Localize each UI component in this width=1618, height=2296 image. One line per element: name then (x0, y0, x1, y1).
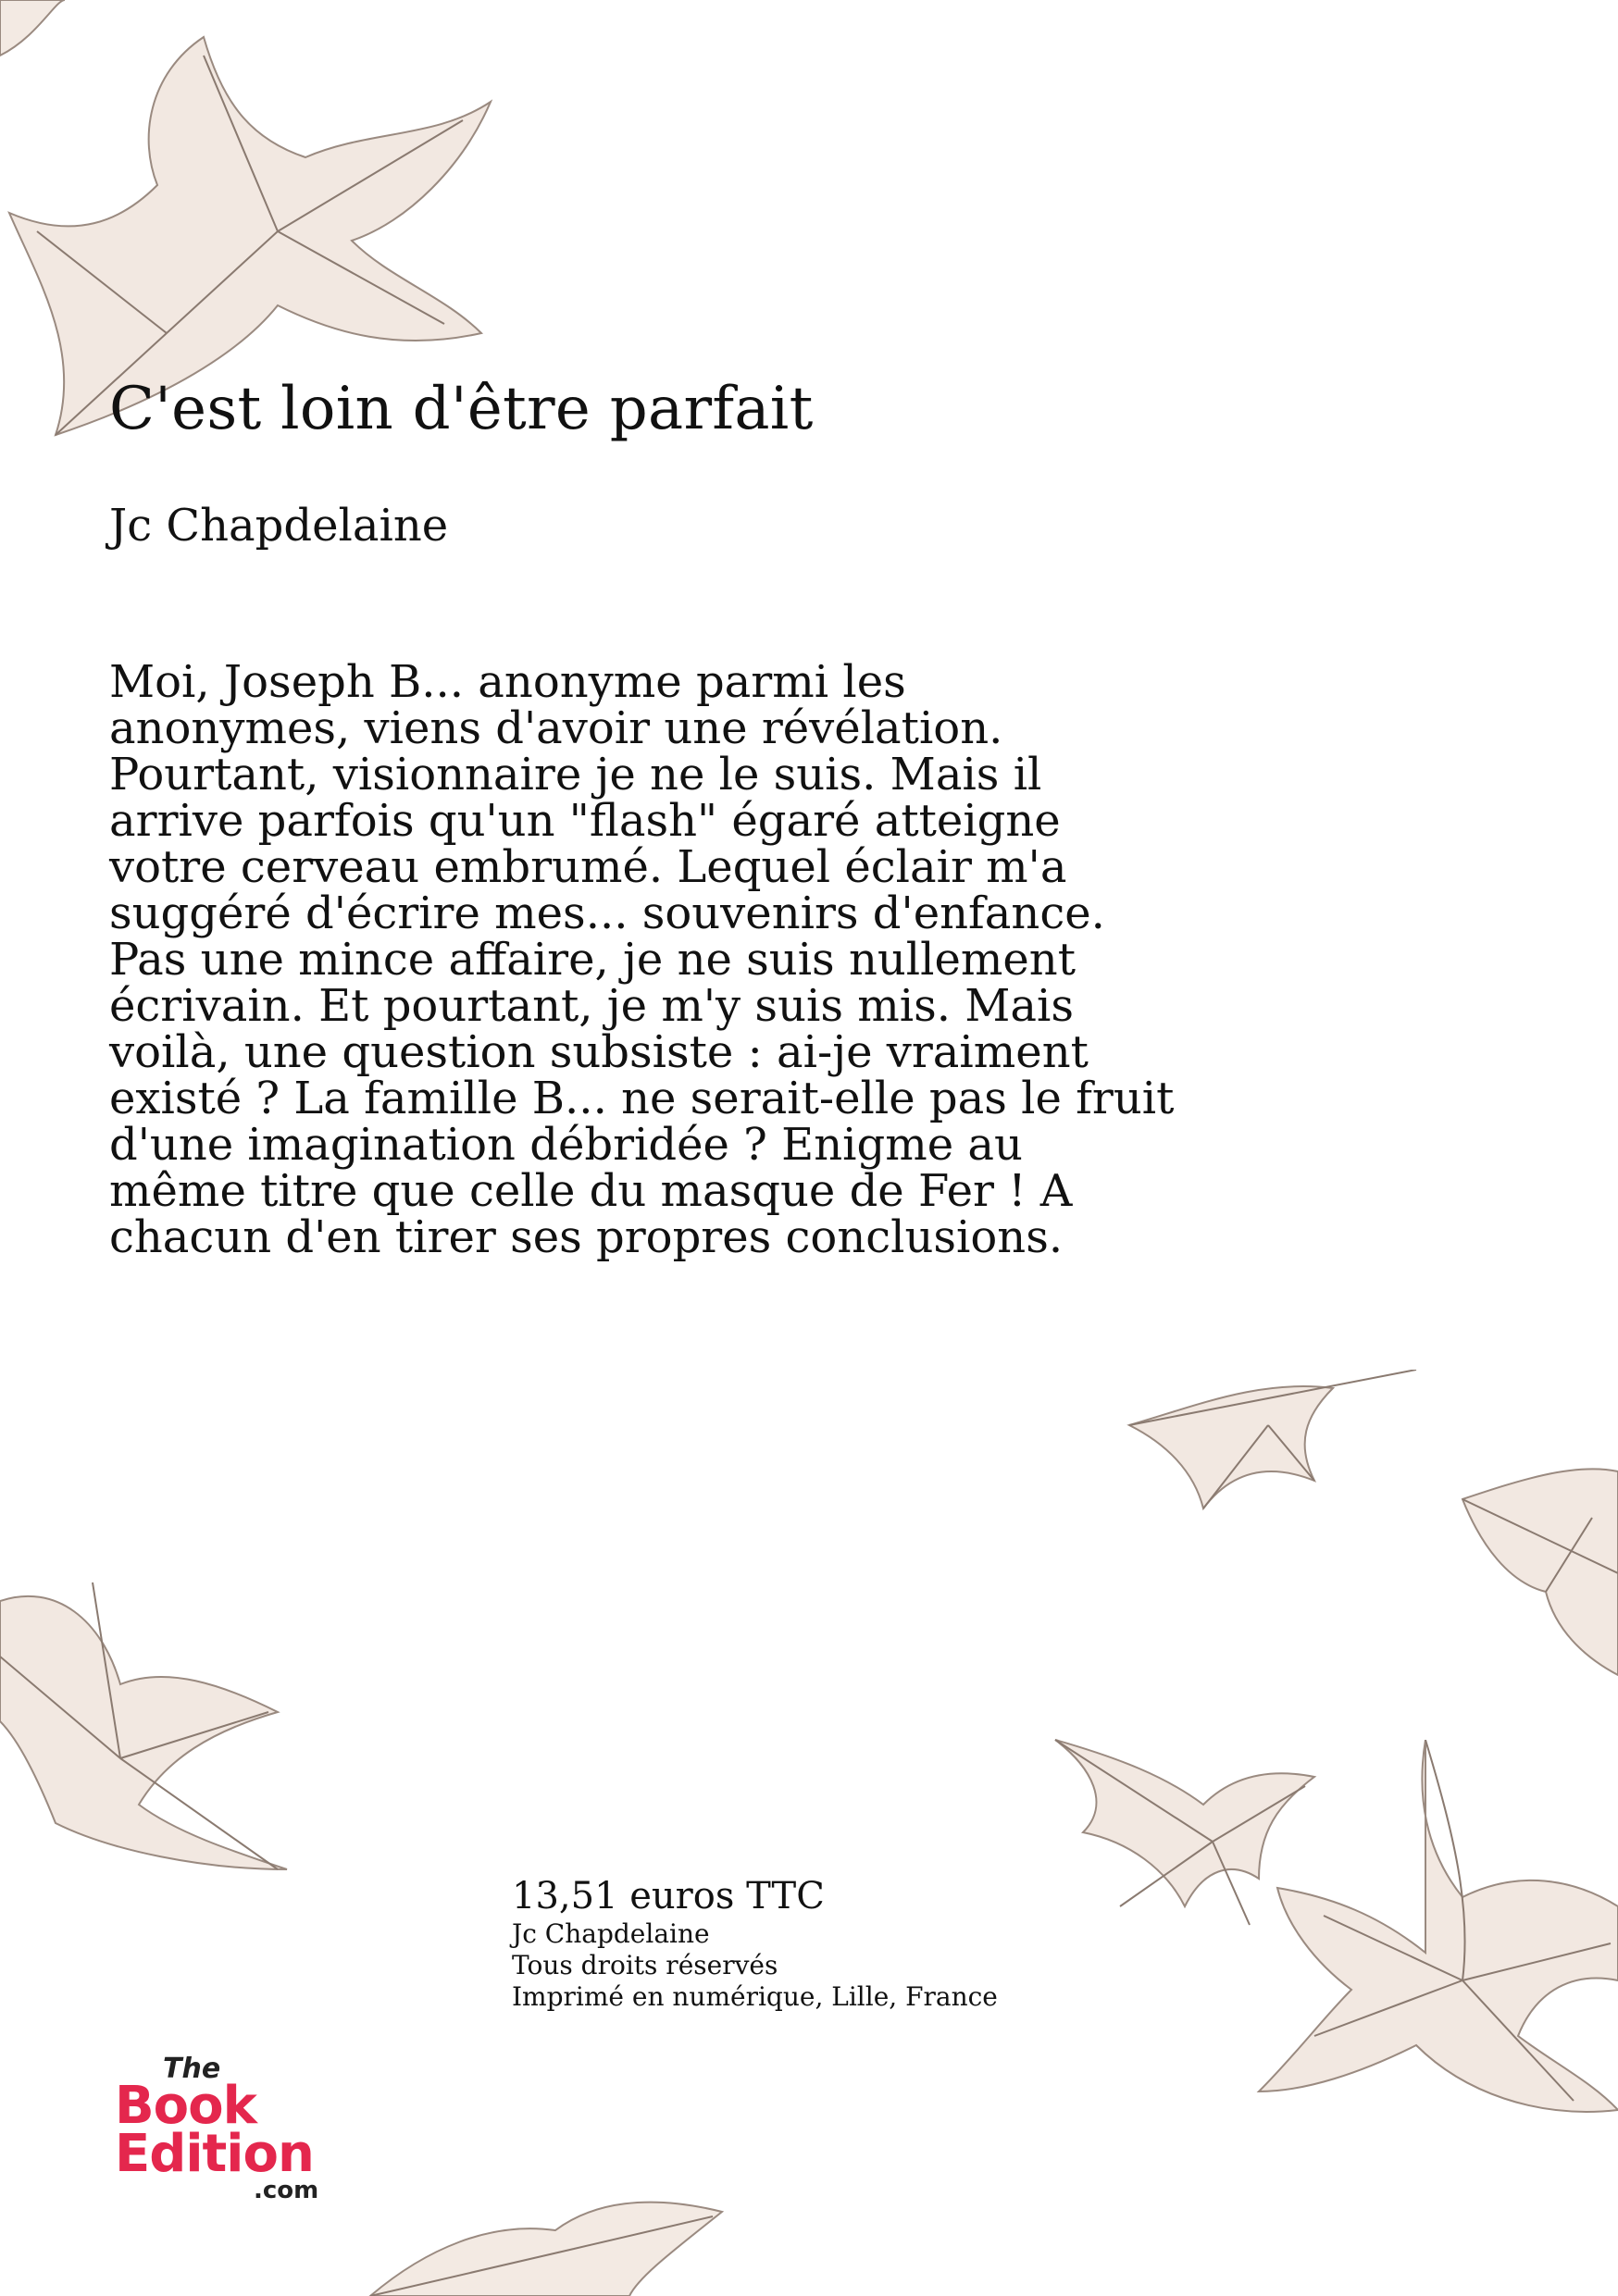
colophon-author: Jc Chapdelaine (512, 1918, 710, 1949)
colophon (512, 1874, 998, 2013)
logo-book: Book (115, 2076, 256, 2136)
blurb-line: même titre que celle du masque de Fer ! A (109, 1165, 1073, 1217)
blurb-line: arrive parfois qu'un "flash" égaré atteigne (109, 795, 1061, 847)
blurb-line: suggéré d'écrire mes... souvenirs d'enfance. (109, 887, 1105, 939)
blurb-line: anonymes, viens d'avoir une révélation. (109, 702, 1003, 754)
leaf-illustration-bottom-center (352, 2175, 741, 2296)
blurb-line: chacun d'en tirer ses propres conclusions. (109, 1211, 1064, 1263)
leaf-illustration-right-middle (1120, 1370, 1425, 1536)
book-title: C'est loin d'être parfait (109, 375, 814, 443)
publisher-logo (115, 2053, 337, 2204)
leaf-illustration-left-middle (0, 1527, 305, 1879)
logo-the: The (163, 2053, 221, 2085)
blurb-line: votre cerveau embrumé. Lequel éclair m'a (109, 841, 1067, 893)
leaf-illustration-bottom-right (1240, 1740, 1618, 2128)
blurb-line: Moi, Joseph B... anonyme parmi les (109, 656, 906, 708)
price: 13,51 euros TTC (512, 1875, 825, 1917)
leaf-illustration-right-edge (1444, 1444, 1618, 1703)
blurb-line: existé ? La famille B... ne serait-elle pas le fruit (109, 1073, 1175, 1124)
book-blurb (109, 656, 1257, 1263)
blurb-line: Pourtant, visionnaire je ne le suis. Mais il (109, 749, 1042, 800)
blurb-line: d'une imagination débridée ? Enigme au (109, 1119, 1023, 1171)
book-author: Jc Chapdelaine (109, 500, 449, 552)
blurb-line: Pas une mince affaire, je ne suis nullement (109, 934, 1076, 986)
logo-edition: Edition (115, 2124, 314, 2184)
blurb-line: écrivain. Et pourtant, je m'y suis mis. Mais (109, 980, 1074, 1032)
rights-notice: Tous droits réservés (512, 1950, 778, 1980)
printing-info: Imprimé en numérique, Lille, France (512, 1981, 998, 2012)
logo-dotcom: .com (254, 2177, 319, 2204)
blurb-line: voilà, une question subsiste : ai-je vraiment (109, 1026, 1089, 1078)
